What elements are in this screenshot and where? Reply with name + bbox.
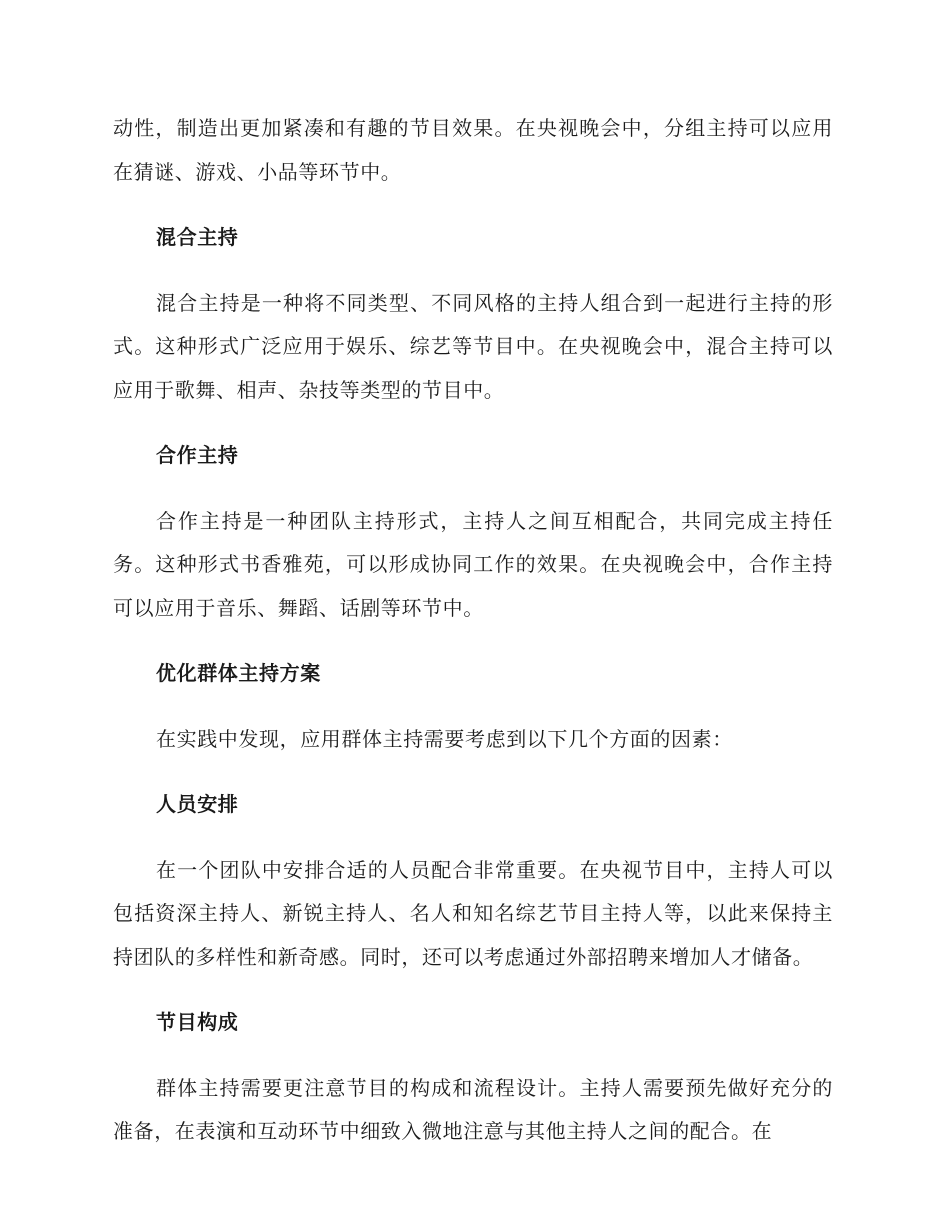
section-heading-mixed-hosting: 混合主持 xyxy=(156,225,239,249)
section-heading-program-structure: 节目构成 xyxy=(156,1010,239,1034)
spacer xyxy=(113,761,833,783)
section-heading-cooperative-hosting: 合作主持 xyxy=(156,443,239,467)
paragraph-staffing: 在一个团队中安排合适的人员配合非常重要。在央视节目中，主持人可以包括资深主持人、新锐主持人、名人和知名综艺节目主持人等，以此来保持主持团队的多样性和新奇感。同时，还可以考虑通过外部招聘来增加人才储备。 xyxy=(113,857,833,969)
spacer xyxy=(113,478,833,500)
spacer xyxy=(113,979,833,1001)
spacer xyxy=(113,630,833,652)
paragraph-program-structure: 群体主持需要更注意节目的构成和流程设计。主持人需要预先做好充分的准备，在表演和互动环节中细致入微地注意与其他主持人之间的配合。在 xyxy=(113,1075,833,1143)
paragraph-optimize-plan: 在实践中发现，应用群体主持需要考虑到以下几个方面的因素： xyxy=(156,726,733,751)
section-heading-staffing: 人员安排 xyxy=(156,792,239,816)
section-heading-optimize-plan: 优化群体主持方案 xyxy=(156,661,321,685)
spacer xyxy=(113,194,833,216)
paragraph-mixed-hosting: 混合主持是一种将不同类型、不同风格的主持人组合到一起进行主持的形式。这种形式广泛应用于娱乐、综艺等节目中。在央视晚会中，混合主持可以应用于歌舞、相声、杂技等类型的节目中。 xyxy=(113,290,833,402)
spacer xyxy=(113,1045,833,1067)
spacer xyxy=(113,412,833,434)
spacer xyxy=(113,260,833,282)
paragraph-continuation: 动性，制造出更加紧凑和有趣的节目效果。在央视晚会中，分组主持可以应用在猜谜、游戏、小品等环节中。 xyxy=(113,116,833,184)
paragraph-cooperative-hosting: 合作主持是一种团队主持形式，主持人之间互相配合，共同完成主持任务。这种形式书香雅苑，可以形成协同工作的效果。在央视晚会中，合作主持可以应用于音乐、舞蹈、话剧等环节中。 xyxy=(113,508,833,620)
document-body xyxy=(113,107,833,1154)
spacer xyxy=(113,827,833,849)
spacer xyxy=(113,696,833,718)
